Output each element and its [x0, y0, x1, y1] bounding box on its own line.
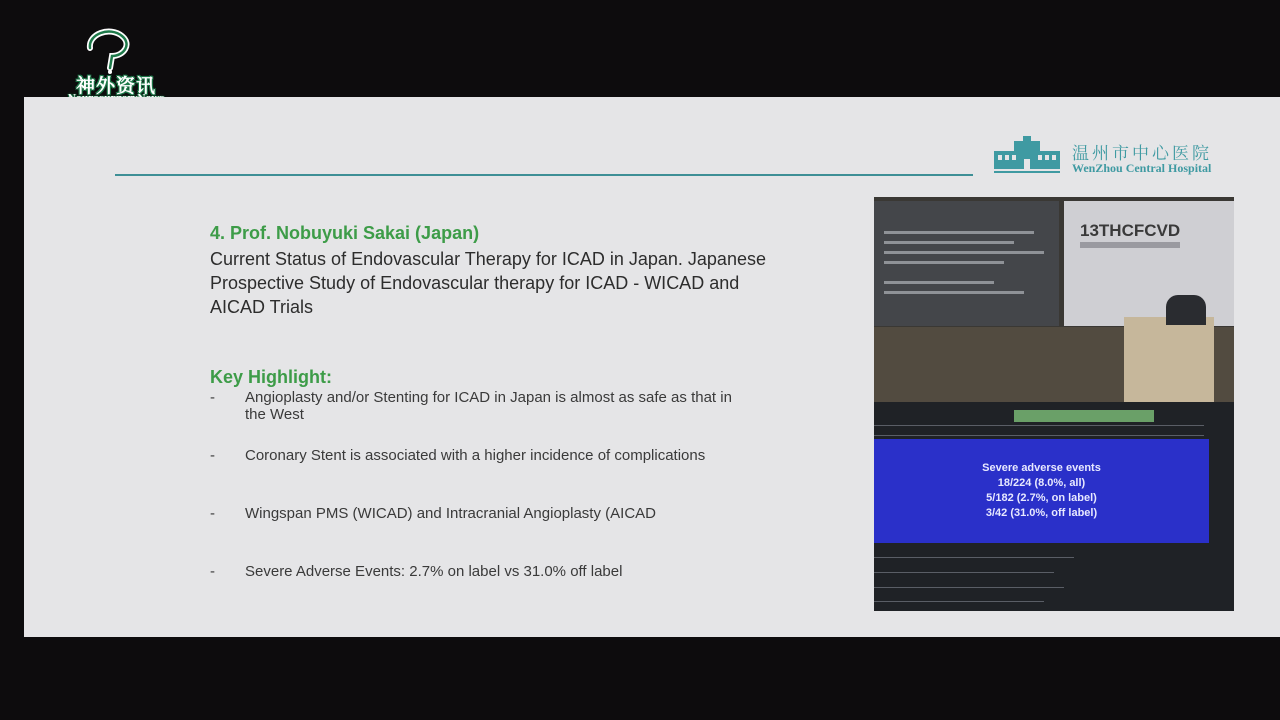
conference-banner-title: 13THCFCVD	[1080, 221, 1181, 240]
table-rule	[874, 572, 1054, 573]
speaker-figure	[1166, 295, 1206, 325]
list-item: - Angioplasty and/or Stenting for ICAD in Japan is almost as safe as that in the West	[210, 389, 732, 423]
banner-subtitle-bar	[1080, 242, 1180, 248]
watermark-name-cn: 神外资讯	[75, 75, 156, 97]
list-item: - Wingspan PMS (WICAD) and Intracranial Angioplasty (AICAD	[210, 505, 656, 522]
brain-question-icon	[80, 26, 136, 74]
hospital-name-cn: 温州市中心医院	[1072, 144, 1212, 164]
table-rule	[874, 557, 1074, 558]
key-highlight-heading: Key Highlight:	[210, 367, 332, 387]
conference-photo	[874, 197, 1234, 611]
presentation-slide	[24, 97, 1280, 637]
conference-banner	[1064, 201, 1234, 326]
table-rule	[874, 425, 1204, 426]
list-item: - Coronary Stent is associated with a higher incidence of complications	[210, 447, 706, 464]
box-line: 3/42 (31.0%, off label)	[985, 507, 1098, 519]
table-rule	[874, 601, 1044, 602]
speaker-heading: 4. Prof. Nobuyuki Sakai (Japan)	[210, 223, 480, 243]
box-line: Severe adverse events	[982, 462, 1101, 474]
box-line: 5/182 (2.7%, on label)	[986, 492, 1097, 504]
header-divider	[115, 174, 973, 176]
talk-title: Current Status of Endovascular Therapy for ICAD in Japan. Japanese Prospective Study of Endovascular therapy for ICAD - WICAD and AICAD Trials	[210, 249, 766, 317]
hospital-name-en: WenZhou Central Hospital	[1072, 161, 1212, 175]
list-item: - Severe Adverse Events: 2.7% on label vs 31.0% off label	[210, 563, 623, 580]
table-rule	[874, 435, 1204, 436]
projection-screen	[874, 201, 1059, 326]
severe-events-box	[874, 439, 1209, 543]
podium	[1124, 317, 1214, 402]
box-line: 18/224 (8.0%, all)	[997, 477, 1086, 489]
highlight-list	[210, 389, 770, 621]
table-header-highlight	[1014, 410, 1154, 422]
watermark-logo	[60, 26, 170, 108]
table-rule	[874, 587, 1064, 588]
hospital-building-icon	[992, 135, 1062, 175]
